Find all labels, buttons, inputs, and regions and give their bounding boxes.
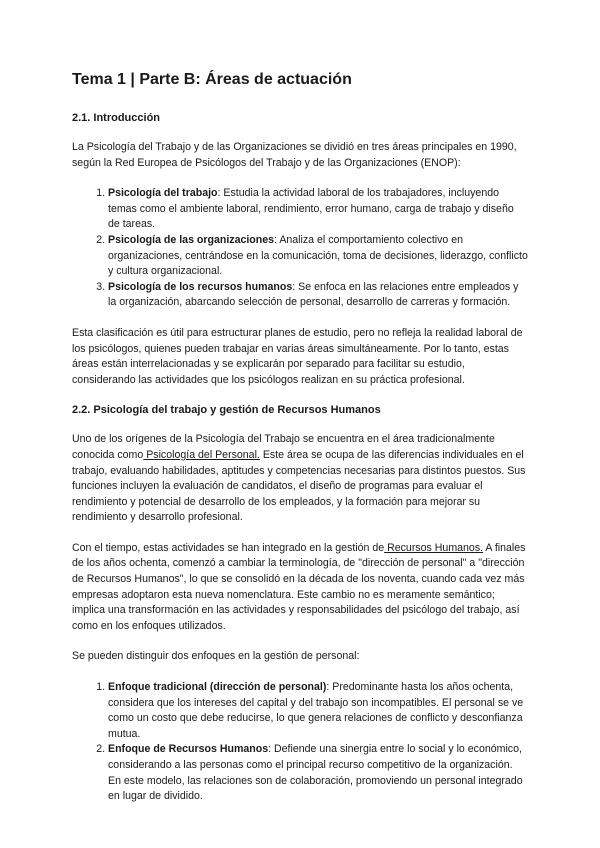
list-item-text: : Estudia la actividad laboral de los trabajadores, incluyendo temas como el ambiente laboral, rendimiento, error humano, carga de trabajo y diseño de tareas. bbox=[108, 187, 514, 231]
section-heading-recursos-humanos: 2.2. Psicología del trabajo y gestión de Recursos Humanos bbox=[72, 404, 381, 417]
page-title: Tema 1 | Parte B: Áreas de actuación bbox=[72, 71, 352, 88]
list-item bbox=[108, 680, 528, 742]
section-heading-introduccion: 2.1. Introducción bbox=[72, 112, 161, 124]
list-item-term: Enfoque tradicional (dirección de personal) bbox=[108, 681, 327, 694]
paragraph bbox=[72, 541, 528, 635]
list-item-term: Enfoque de Recursos Humanos bbox=[108, 743, 269, 756]
list-item-term: Psicología del trabajo bbox=[108, 187, 218, 200]
closing-paragraph: Esta clasificación es útil para estructurar planes de estudio, pero no refleja la realidad laboral de los psicólogos, quienes pueden trabajar en varias áreas simultáneamente. Por lo tanto, estas áreas están interrelacionadas y se explicarán por separado para facilitar su estudio, considerando las actividades que los psicólogos realizan en su práctica profesional. bbox=[72, 326, 523, 386]
psicologia-personal-link[interactable]: Psicología del Personal. bbox=[143, 448, 260, 461]
list-item bbox=[108, 233, 528, 280]
paragraph-text: Uno de los orígenes de la Psicología del Trabajo se encuentra en el área tradicionalmente conocida como bbox=[72, 433, 495, 461]
list-item-term: Psicología de los recursos humanos bbox=[108, 280, 293, 293]
paragraph bbox=[72, 432, 528, 526]
paragraph: Se pueden distinguir dos enfoques en la gestión de personal: bbox=[72, 650, 360, 663]
enfoques-list bbox=[72, 680, 528, 805]
paragraph-text: Con el tiempo, estas actividades se han integrado en la gestión de bbox=[72, 541, 385, 554]
paragraph-text: Este área se ocupa de las diferencias individuales en el trabajo, evaluando habilidades, aptitudes y competencias necesarias para distintos puestos. Sus funciones incluyen la evaluación de candidatos, el diseño de programas para evaluar el rendimiento y potencial de desarrollo de los empleados, y la formación para mejorar su rendimiento y desarrollo profesional. bbox=[72, 448, 526, 524]
list-item-text: : Defiende una sinergia entre lo social y lo económico, considerando a las personas como el principal recurso competitivo de la organización. En este modelo, las relaciones son de colaboración, promoviendo un personal integrado en lugar de dividido. bbox=[108, 743, 523, 803]
list-item bbox=[108, 742, 528, 804]
recursos-humanos-link[interactable]: Recursos Humanos. bbox=[384, 541, 484, 554]
paragraph-text: A finales de los años ochenta, comenzó a cambiar la terminología, de "dirección de personal" a "dirección de Recursos Humanos", lo que se consolidó en la década de los noventa, cuando cada vez más empresas adoptaron esta nueva nomenclatura. Este cambio no es meramente semántico; implica una transformación en las actividades y responsabilidades del psicólogo del trabajo, así como en los enfoques utilizados. bbox=[72, 541, 526, 632]
list-item bbox=[108, 280, 528, 311]
list-item-term: Psicología de las organizaciones bbox=[108, 233, 275, 246]
list-item-text: : Se enfoca en las relaciones entre empleados y la organización, abarcando selección de personal, desarrollo de carreras y formación. bbox=[108, 280, 519, 309]
list-item-text: : Predominante hasta los años ochenta, considera que los intereses del capital y del trabajo son incompatibles. El personal se ve como un costo que debe reducirse, lo que genera relaciones de conflicto y desconfianza mutua. bbox=[108, 681, 524, 740]
list-item bbox=[108, 186, 528, 233]
areas-list bbox=[72, 186, 528, 311]
intro-paragraph: La Psicología del Trabajo y de las Organizaciones se dividió en tres áreas principales en 1990, según la Red Europea de Psicólogos del Trabajo y de las Organizaciones (ENOP): bbox=[72, 141, 517, 169]
list-item-text: : Analiza el comportamiento colectivo en organizaciones, centrándose en la comunicación, toma de decisiones, liderazgo, conflicto y cultura organizacional. bbox=[108, 233, 528, 278]
